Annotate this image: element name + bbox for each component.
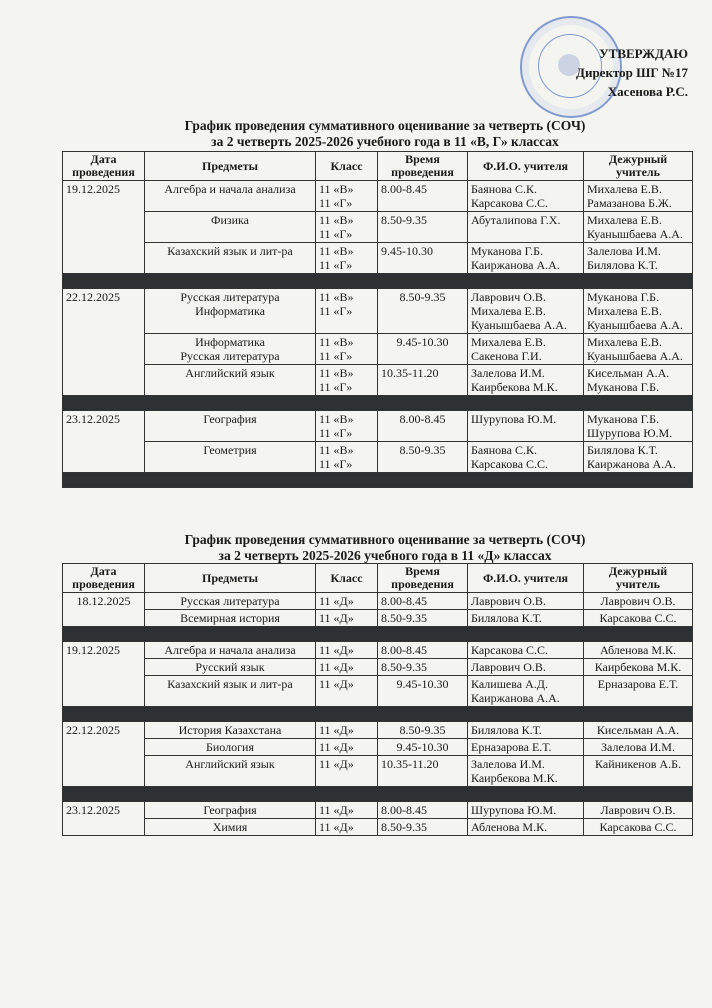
section1-title	[60, 118, 710, 150]
time-cell: 8.50-9.35	[378, 212, 468, 243]
class-cell: 11 «Д»	[316, 739, 378, 756]
header-class: Класс	[316, 152, 378, 181]
separator-cell	[63, 787, 693, 802]
section2-title-line1: График проведения суммативного оценивание за четверть (СОЧ)	[184, 532, 586, 547]
duty-cell: Карсакова С.С.	[584, 610, 693, 627]
duty-cell: Муканова Г.Б. Михалева Е.В. Куанышбаева А.А.	[584, 289, 693, 334]
subject-cell: Алгебра и начала анализа	[145, 642, 316, 659]
duty-cell: Каирбекова М.К.	[584, 659, 693, 676]
time-cell: 9.45-10.30	[378, 243, 468, 274]
teacher-cell: Михалева Е.В. Сакенова Г.И.	[468, 334, 584, 365]
time-cell: 9.45-10.30	[378, 676, 468, 707]
class-cell: 11 «В» 11 «Г»	[316, 411, 378, 442]
class-cell: 11 «Д»	[316, 722, 378, 739]
duty-cell: Абленова М.К.	[584, 642, 693, 659]
duty-cell: Залелова И.М.	[584, 739, 693, 756]
subject-cell: География	[145, 411, 316, 442]
duty-cell: Михалева Е.В. Рамазанова Б.Ж.	[584, 181, 693, 212]
schedule-table-v-g	[62, 151, 693, 488]
date-cell: 19.12.2025	[63, 642, 145, 707]
duty-cell: Кайникенов А.Б.	[584, 756, 693, 787]
class-cell: 11 «Д»	[316, 676, 378, 707]
date-cell: 19.12.2025	[63, 181, 145, 274]
header-teacher: Ф.И.О. учителя	[468, 564, 584, 593]
duty-cell: Кисельман А.А.	[584, 722, 693, 739]
subject-cell: Русская литература	[145, 593, 316, 610]
subject-cell: Алгебра и начала анализа	[145, 181, 316, 212]
duty-cell: Лаврович О.В.	[584, 802, 693, 819]
teacher-cell: Карсакова С.С.	[468, 642, 584, 659]
teacher-cell: Залелова И.М. Каирбекова М.К.	[468, 365, 584, 396]
teacher-cell: Баянова С.К. Карсакова С.С.	[468, 442, 584, 473]
class-cell: 11 «В» 11 «Г»	[316, 334, 378, 365]
teacher-cell: Залелова И.М. Каирбекова М.К.	[468, 756, 584, 787]
teacher-cell: Калишева А.Д. Каиржанова А.А.	[468, 676, 584, 707]
time-cell: 8.50-9.35	[378, 659, 468, 676]
time-cell: 8.00-8.45	[378, 181, 468, 212]
class-cell: 11 «В» 11 «Г»	[316, 289, 378, 334]
subject-cell: Английский язык	[145, 365, 316, 396]
class-cell: 11 «Д»	[316, 819, 378, 836]
teacher-cell: Лаврович О.В.	[468, 659, 584, 676]
subject-cell: Английский язык	[145, 756, 316, 787]
class-cell: 11 «Д»	[316, 802, 378, 819]
subject-cell: Русский язык	[145, 659, 316, 676]
separator-row	[63, 473, 693, 488]
header-subjects: Предметы	[145, 564, 316, 593]
table-header-row	[63, 152, 693, 181]
approval-position: Директор ШГ №17	[576, 65, 688, 80]
table-row	[63, 802, 693, 819]
date-cell: 18.12.2025	[63, 593, 145, 627]
table-row	[63, 289, 693, 334]
separator-cell	[63, 707, 693, 722]
approval-heading: УТВЕРЖДАЮ	[599, 46, 688, 61]
subject-cell: Казахский язык и лит-ра	[145, 243, 316, 274]
table-row	[63, 365, 693, 396]
class-cell: 11 «В» 11 «Г»	[316, 365, 378, 396]
separator-cell	[63, 274, 693, 289]
class-cell: 11 «Д»	[316, 593, 378, 610]
teacher-cell: Муканова Г.Б. Каиржанова А.А.	[468, 243, 584, 274]
time-cell: 8.00-8.45	[378, 802, 468, 819]
separator-row	[63, 707, 693, 722]
table-row	[63, 243, 693, 274]
duty-cell: Залелова И.М. Билялова К.Т.	[584, 243, 693, 274]
class-cell: 11 «Д»	[316, 756, 378, 787]
table-row	[63, 442, 693, 473]
date-cell: 22.12.2025	[63, 289, 145, 396]
table-row	[63, 181, 693, 212]
teacher-cell: Билялова К.Т.	[468, 722, 584, 739]
table-row	[63, 819, 693, 836]
subject-cell: Геометрия	[145, 442, 316, 473]
header-date: Дата проведения	[63, 152, 145, 181]
section2-title	[60, 532, 710, 564]
date-cell: 22.12.2025	[63, 722, 145, 787]
time-cell: 10.35-11.20	[378, 756, 468, 787]
separator-cell	[63, 627, 693, 642]
time-cell: 8.00-8.45	[378, 593, 468, 610]
section1-title-line2: за 2 четверть 2025-2026 учебного года в 11 «В, Г» классах	[211, 134, 559, 149]
table-row	[63, 739, 693, 756]
teacher-cell: Лаврович О.В. Михалева Е.В. Куанышбаева А.А.	[468, 289, 584, 334]
table-row	[63, 411, 693, 442]
approval-name: Хасенова Р.С.	[607, 84, 688, 99]
class-cell: 11 «Д»	[316, 642, 378, 659]
time-cell: 9.45-10.30	[378, 334, 468, 365]
header-subjects: Предметы	[145, 152, 316, 181]
separator-row	[63, 396, 693, 411]
approval-block	[576, 44, 688, 101]
separator-row	[63, 787, 693, 802]
class-cell: 11 «Д»	[316, 659, 378, 676]
subject-cell: Физика	[145, 212, 316, 243]
duty-cell: Муканова Г.Б. Шурупова Ю.М.	[584, 411, 693, 442]
class-cell: 11 «В» 11 «Г»	[316, 212, 378, 243]
time-cell: 8.00-8.45	[378, 642, 468, 659]
table-row	[63, 722, 693, 739]
class-cell: 11 «В» 11 «Г»	[316, 442, 378, 473]
date-cell: 23.12.2025	[63, 411, 145, 473]
table-row	[63, 610, 693, 627]
separator-row	[63, 627, 693, 642]
teacher-cell: Билялова К.Т.	[468, 610, 584, 627]
duty-cell: Кисельман А.А. Муканова Г.Б.	[584, 365, 693, 396]
teacher-cell: Шурупова Ю.М.	[468, 411, 584, 442]
time-cell: 8.50-9.35	[378, 289, 468, 334]
header-teacher: Ф.И.О. учителя	[468, 152, 584, 181]
header-time: Время проведения	[378, 152, 468, 181]
time-cell: 8.50-9.35	[378, 722, 468, 739]
table-row	[63, 676, 693, 707]
subject-cell: Информатика Русская литература	[145, 334, 316, 365]
duty-cell: Михалева Е.В. Куанышбаева А.А.	[584, 212, 693, 243]
class-cell: 11 «В» 11 «Г»	[316, 181, 378, 212]
teacher-cell: Ерназарова Е.Т.	[468, 739, 584, 756]
separator-cell	[63, 396, 693, 411]
schedule-table-d	[62, 563, 693, 836]
subject-cell: География	[145, 802, 316, 819]
teacher-cell: Абленова М.К.	[468, 819, 584, 836]
table-row	[63, 212, 693, 243]
duty-cell: Билялова К.Т. Каиржанова А.А.	[584, 442, 693, 473]
teacher-cell: Баянова С.К. Карсакова С.С.	[468, 181, 584, 212]
header-class: Класс	[316, 564, 378, 593]
header-date: Дата проведения	[63, 564, 145, 593]
time-cell: 8.50-9.35	[378, 442, 468, 473]
table-header-row	[63, 564, 693, 593]
time-cell: 8.50-9.35	[378, 610, 468, 627]
time-cell: 8.50-9.35	[378, 819, 468, 836]
separator-cell	[63, 473, 693, 488]
time-cell: 10.35-11.20	[378, 365, 468, 396]
subject-cell: История Казахстана	[145, 722, 316, 739]
duty-cell: Лаврович О.В.	[584, 593, 693, 610]
duty-cell: Карсакова С.С.	[584, 819, 693, 836]
table-row	[63, 659, 693, 676]
section1-title-line1: График проведения суммативного оценивание за четверть (СОЧ)	[184, 118, 586, 133]
class-cell: 11 «Д»	[316, 610, 378, 627]
separator-row	[63, 274, 693, 289]
subject-cell: Русская литература Информатика	[145, 289, 316, 334]
time-cell: 9.45-10.30	[378, 739, 468, 756]
subject-cell: Всемирная история	[145, 610, 316, 627]
duty-cell: Ерназарова Е.Т.	[584, 676, 693, 707]
subject-cell: Биология	[145, 739, 316, 756]
duty-cell: Михалева Е.В. Куанышбаева А.А.	[584, 334, 693, 365]
header-duty: Дежурный учитель	[584, 564, 693, 593]
class-cell: 11 «В» 11 «Г»	[316, 243, 378, 274]
subject-cell: Казахский язык и лит-ра	[145, 676, 316, 707]
section2-title-line2: за 2 четверть 2025-2026 учебного года в 11 «Д» классах	[218, 548, 552, 563]
subject-cell: Химия	[145, 819, 316, 836]
table-row	[63, 642, 693, 659]
time-cell: 8.00-8.45	[378, 411, 468, 442]
teacher-cell: Шурупова Ю.М.	[468, 802, 584, 819]
teacher-cell: Абуталипова Г.Х.	[468, 212, 584, 243]
date-cell: 23.12.2025	[63, 802, 145, 836]
teacher-cell: Лаврович О.В.	[468, 593, 584, 610]
header-duty: Дежурный учитель	[584, 152, 693, 181]
table-row	[63, 593, 693, 610]
table-row	[63, 334, 693, 365]
header-time: Время проведения	[378, 564, 468, 593]
table-row	[63, 756, 693, 787]
